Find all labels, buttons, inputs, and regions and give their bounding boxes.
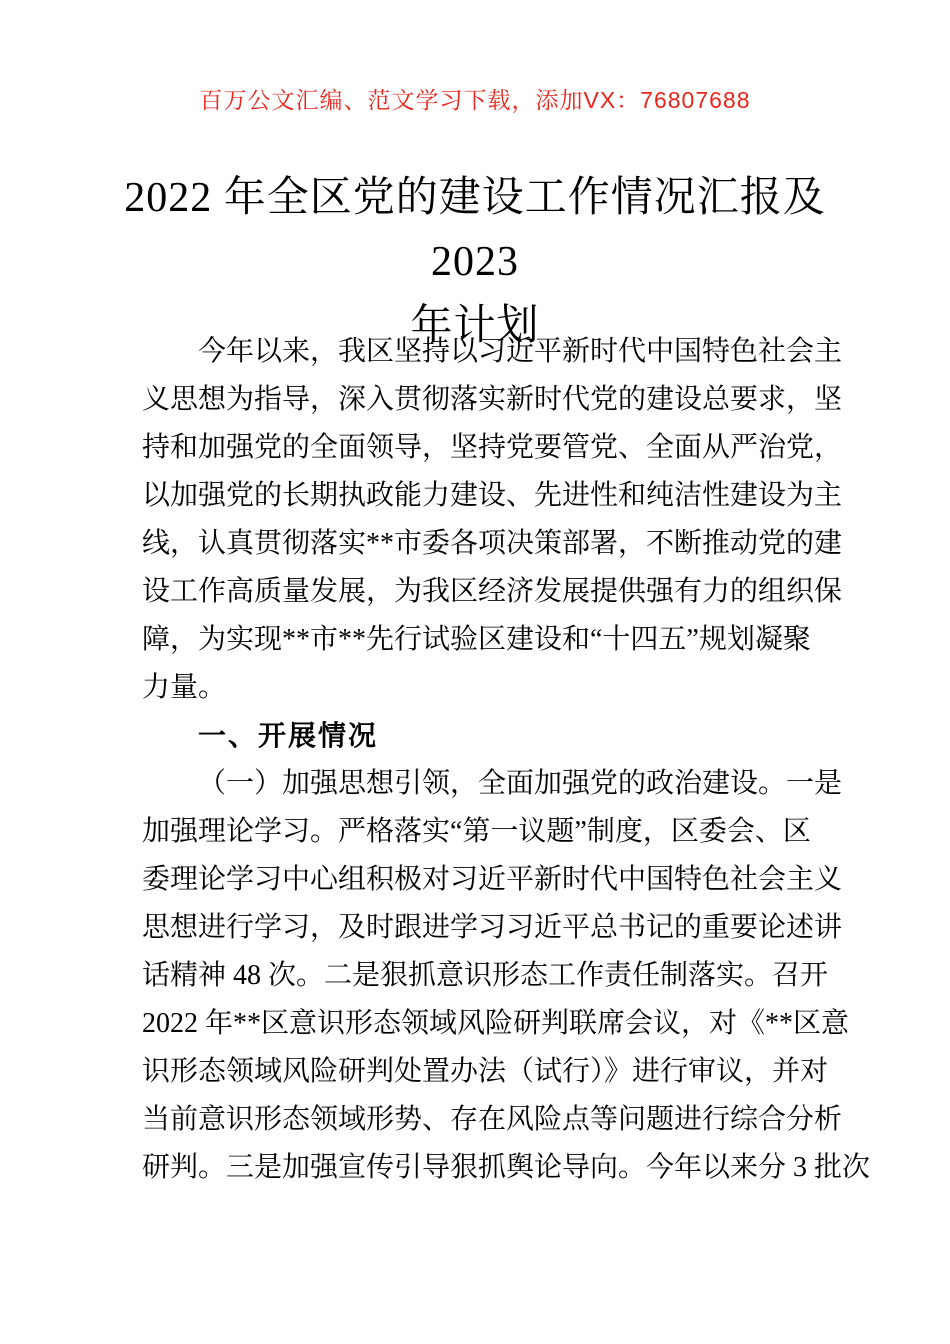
- body-line-3: 持和加强党的全面领导，坚持党要管党、全面从严治党，: [142, 432, 843, 463]
- body-line-1: 今年以来，我区坚持以习近平新时代中国特色社会主: [198, 336, 843, 367]
- header-notice: 百万公文汇编、范文学习下载，添加VX：76807688: [199, 87, 751, 113]
- body-line-13: 思想进行学习，及时跟进学习习近平总书记的重要论述讲: [142, 912, 843, 943]
- body-line-17: 当前意识形态领域形势、存在风险点等问题进行综合分析: [142, 1104, 843, 1135]
- body-line-14: 话精神 48 次。二是狠抓意识形态工作责任制落实。召开: [142, 960, 829, 991]
- body-line-5: 线，认真贯彻落实**市委各项决策部署，不断推动党的建: [142, 528, 843, 559]
- document-body: [142, 328, 871, 1192]
- body-line-4: 以加强党的长期执政能力建设、先进性和纯洁性建设为主: [142, 480, 843, 511]
- body-line-2: 义思想为指导，深入贯彻落实新时代党的建设总要求，坚: [142, 384, 843, 415]
- body-line-10: （一）加强思想引领，全面加强党的政治建设。一是: [198, 768, 843, 799]
- body-line-8: 力量。: [142, 672, 227, 703]
- body-line-16: 识形态领域风险研判处置办法（试行）》进行审议，并对: [142, 1056, 829, 1087]
- body-line-15: 2022 年**区意识形态领域风险研判联席会议，对《**区意: [142, 1008, 850, 1039]
- body-line-18: 研判。三是加强宣传引导狠抓舆论导向。今年以来分 3 批次: [142, 1152, 871, 1183]
- body-line-11: 加强理论学习。严格落实“第一议题”制度，区委会、区: [142, 816, 811, 847]
- page-title-line-1: 2022 年全区党的建设工作情况汇报及 2023: [124, 175, 826, 285]
- page-title-line-2: 年计划: [410, 303, 540, 349]
- section-heading: 一、开展情况: [198, 720, 379, 751]
- body-line-6: 设工作高质量发展，为我区经济发展提供强有力的组织保: [142, 576, 843, 607]
- body-line-7: 障，为实现**市**先行试验区建设和“十四五”规划凝聚: [142, 624, 811, 655]
- body-line-12: 委理论学习中心组积极对习近平新时代中国特色社会主义: [142, 864, 843, 895]
